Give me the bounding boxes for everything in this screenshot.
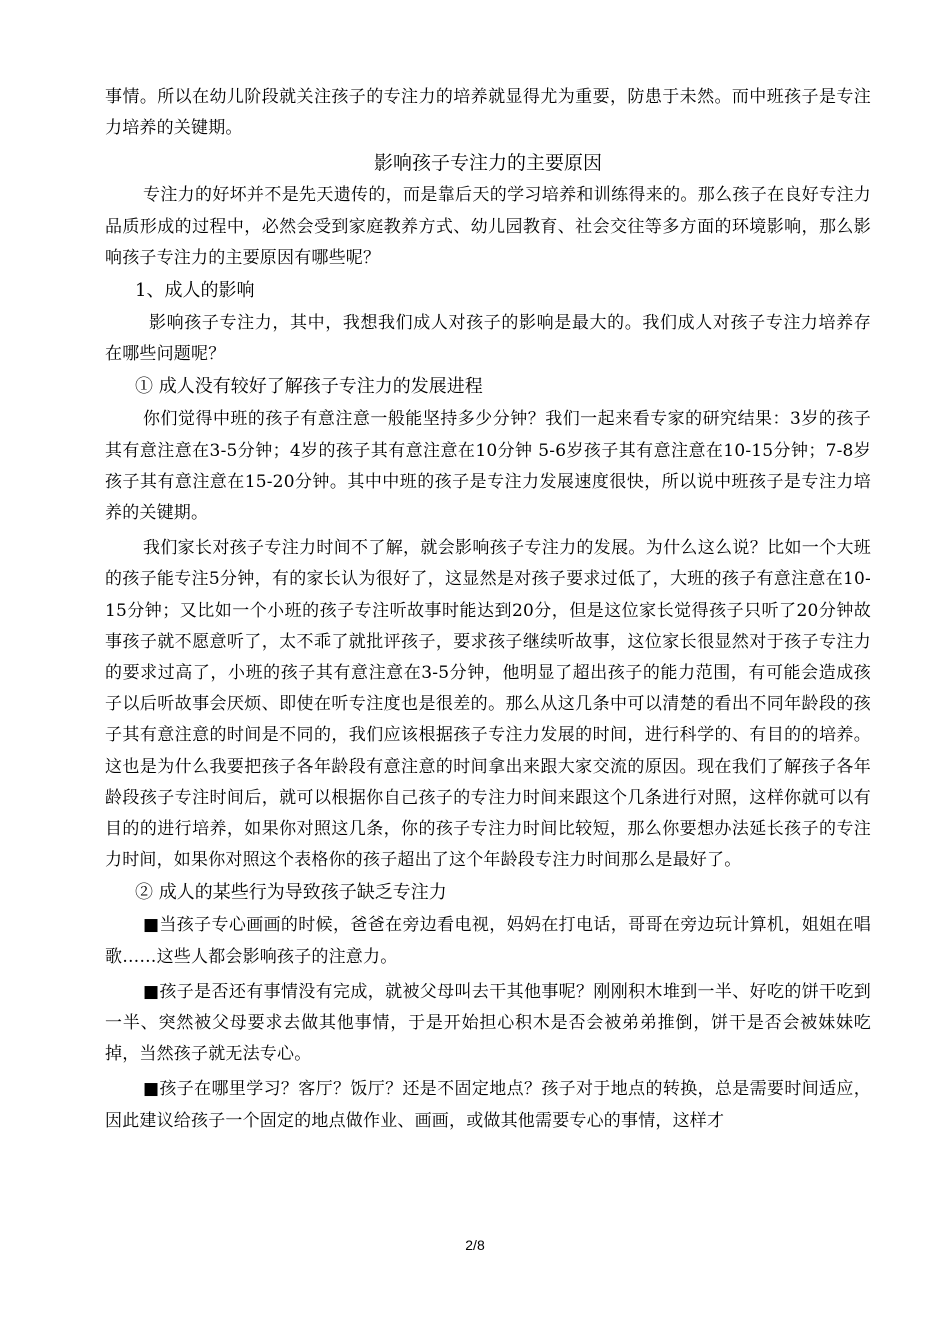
subheading-point-2: ② 成人的某些行为导致孩子缺乏专注力 [135,882,447,904]
subheading-adult-influence: 1、成人的影响 [135,280,255,302]
paragraph-parent-understanding: 我们家长对孩子专注力时间不了解，就会影响孩子专注力的发展。为什么这么说？比如一个大班的孩子能专注5分钟，有的家长认为很好了，这显然是对孩子要求过低了，大班的孩子有意注意在10-15分钟；又比如一个小班的孩子专注听故事时能达到20分，但是这位家长觉得孩子只听了20分钟故事孩子就不愿意听了，太不乖了就批评孩子，要求孩子继续听故事，这位家长很显然对于孩子专注力的要求过高了，小班的孩子其有意注意在3-5分钟，他明显了超出孩子的能力范围，有可能会造成孩子以后听故事会厌烦、即使在听专注度也是很差的。那么从这几条中可以清楚的看出不同年龄段的孩子其有意注意的时间是不同的，我们应该根据孩子专注力发展的时间，进行科学的、有目的的培养。这也是为什么我要把孩子各年龄段有意注意的时间拿出来跟大家交流的原因。现在我们了解孩子各年龄段孩子专注时间后，就可以根据你自己孩子的专注力时间来跟这个几条进行对照，这样你就可以有目的的进行培养，如果你对照这几条，你的孩子专注力时间比较短，那么你要想办法延长孩子的专注力时间，如果你对照这个表格你的孩子超出了这个年龄段专注力时间那么是最好了。 [105,538,871,871]
page-number: 2/8 [465,1237,485,1253]
subheading-point-1: ① 成人没有较好了解孩子专注力的发展进程 [135,376,483,398]
paragraph-bullet-3: ■孩子在哪里学习？客厅？饭厅？还是不固定地点？孩子对于地点的转换，总是需要时间适应，因此建议给孩子一个固定的地点做作业、画画，或做其他需要专心的事情，这样才 [105,1079,871,1131]
paragraph-bullet-2: ■孩子是否还有事情没有完成，就被父母叫去干其他事呢？刚刚积木堆到一半、好吃的饼干吃到一半、突然被父母要求去做其他事情，于是开始担心积木是否会被弟弟推倒，饼干是否会被妹妹吃掉，当然孩子就无法专心。 [105,981,871,1065]
paragraph-intro: 专注力的好坏并不是先天遗传的，而是靠后天的学习培养和训练得来的。那么孩子在良好专注力品质形成的过程中，必然会受到家庭教养方式、幼儿园教育、社会交往等多方面的环境影响，那么影响孩子专注力的主要原因有哪些呢？ [105,185,871,268]
paragraph-adult-influence: 影响孩子专注力，其中，我想我们成人对孩子的影响是最大的。我们成人对孩子专注力培养存在哪些问题呢？ [105,313,871,365]
paragraph-bullet-1: ■当孩子专心画画的时候，爸爸在旁边看电视，妈妈在打电话，哥哥在旁边玩计算机，姐姐在唱歌……这些人都会影响孩子的注意力。 [105,915,871,967]
paragraph-attention-span: 你们觉得中班的孩子有意注意一般能坚持多少分钟？我们一起来看专家的研究结果：3岁的孩子其有意注意在3-5分钟；4岁的孩子其有意注意在10分钟 5-6岁孩子其有意注意在10-15分钟；7-8岁孩子其有意注意在15-20分钟。其中中班的孩子是专注力发展速度很快，所以说中班孩子是专注力培养的关键期。 [105,409,871,524]
document-body [105,82,871,1137]
section-title: 影响孩子专注力的主要原因 [373,152,602,175]
paragraph-continuation: 事情。所以在幼儿阶段就关注孩子的专注力的培养就显得尤为重要，防患于未然。而中班孩子是专注力培养的关键期。 [105,87,871,139]
